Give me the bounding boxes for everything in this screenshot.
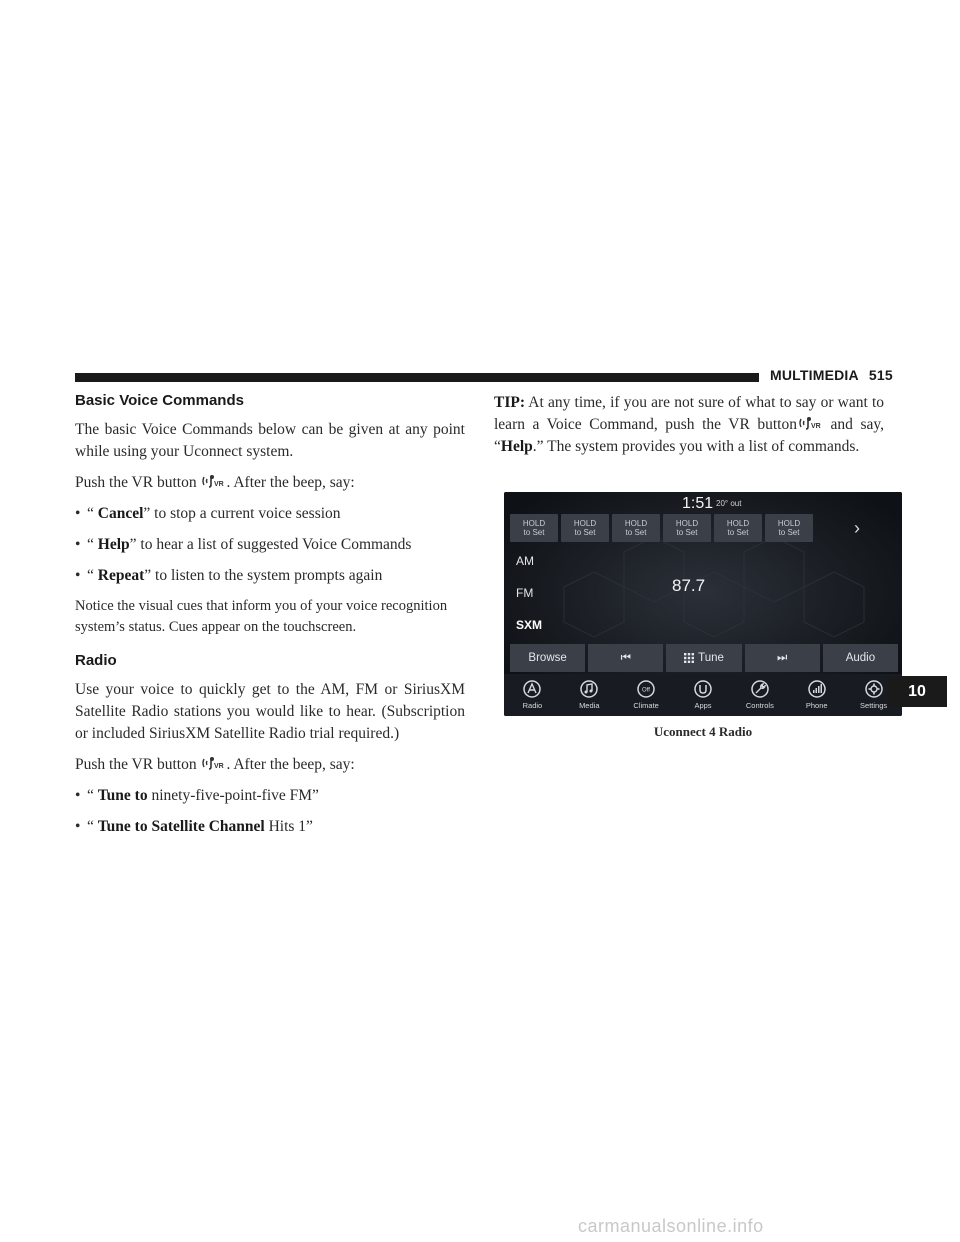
wrench-icon (750, 679, 770, 699)
seek-forward-icon[interactable]: ⏭ (745, 644, 820, 672)
preset-button[interactable]: HOLD to Set (561, 514, 609, 542)
band-sxm[interactable]: SXM (516, 618, 543, 632)
nav-radio[interactable]: Radio (504, 674, 561, 716)
radio-heading: Radio (75, 652, 117, 669)
basic-voice-commands-heading: Basic Voice Commands (75, 392, 244, 409)
svg-text:VR: VR (810, 423, 821, 430)
basic-intro-paragraph: The basic Voice Commands below can be given at any point while using your Uconnect system. (75, 421, 465, 460)
nav-apps[interactable]: Apps (675, 674, 732, 716)
control-bar (510, 644, 898, 672)
radio-commands-list (75, 785, 465, 838)
nav-media[interactable]: Media (561, 674, 618, 716)
basic-push-paragraph: Push the VR button VR . After the beep, say: (75, 474, 355, 491)
browse-button[interactable]: Browse (510, 644, 585, 672)
bottom-nav-bar (504, 674, 902, 716)
nav-phone[interactable]: Phone (788, 674, 845, 716)
chapter-tab: 10 (887, 676, 947, 707)
running-header (770, 367, 893, 383)
grid-icon (684, 653, 694, 663)
basic-commands-list (75, 503, 465, 587)
nav-climate[interactable]: Off Climate (618, 674, 675, 716)
preset-button[interactable]: HOLD to Set (663, 514, 711, 542)
left-column (75, 392, 465, 847)
section-title: MULTIMEDIA (770, 367, 859, 383)
current-frequency: 87.7 (672, 576, 706, 595)
nav-settings[interactable]: Settings (845, 674, 902, 716)
header-rule (75, 373, 759, 382)
page-number: 515 (868, 367, 893, 383)
figure-caption: Uconnect 4 Radio (653, 724, 753, 739)
radio-push-paragraph: Push the VR button VR . After the beep, say: (75, 756, 355, 773)
band-am[interactable]: AM (516, 554, 534, 568)
nav-controls[interactable]: Controls (731, 674, 788, 716)
phone-signal-icon (807, 679, 827, 699)
notice-paragraph: Notice the visual cues that inform you of your voice recognition system’s status. Cues appear on the touchscreen. (75, 598, 448, 635)
audio-button[interactable]: Audio (823, 644, 898, 672)
right-column (494, 392, 884, 467)
apps-icon (693, 679, 713, 699)
presets-next-chevron-icon[interactable]: › (854, 517, 860, 538)
preset-row (510, 514, 898, 542)
band-fm[interactable]: FM (516, 586, 534, 600)
radio-intro-paragraph: Use your voice to quickly get to the AM, FM or SiriusXM Satellite Radio stations you would like to hear. (Subscription or included SiriusXM Satellite Radio trial required.) (75, 681, 465, 742)
preset-button[interactable]: HOLD to Set (510, 514, 558, 542)
list-item: • “ Tune to Satellite Channel Hits 1” (75, 818, 313, 835)
radio-icon (522, 679, 542, 699)
vr-button-icon (200, 473, 226, 489)
tune-button[interactable]: Tune (666, 644, 741, 672)
svg-text:Off: Off (642, 687, 651, 694)
watermark: carmanualsonline.info (578, 1216, 764, 1236)
svg-text:VR: VR (214, 763, 225, 770)
list-item: • “ Repeat” to listen to the system prompts again (75, 567, 383, 584)
gear-icon (864, 679, 884, 699)
svg-text:VR: VR (214, 481, 225, 488)
preset-button[interactable]: HOLD to Set (612, 514, 660, 542)
tip-label: TIP: (494, 394, 525, 411)
tip-paragraph: TIP: At any time, if you are not sure of what to say or want to learn a Voice Command, push the VR button VR and say, “Help.” The system provides you with a list of commands. (494, 394, 884, 455)
preset-button[interactable]: HOLD to Set (714, 514, 762, 542)
climate-icon (636, 679, 656, 699)
music-note-icon (579, 679, 599, 699)
preset-button[interactable]: HOLD to Set (765, 514, 813, 542)
list-item: • “ Cancel” to stop a current voice session (75, 505, 341, 522)
vr-button-icon (200, 755, 226, 771)
uconnect-radio-screen (504, 492, 902, 716)
seek-back-icon[interactable]: ⏮ (588, 644, 663, 672)
vr-button-icon (797, 415, 823, 431)
list-item: • “ Tune to ninety-five-point-five FM” (75, 787, 319, 804)
list-item: • “ Help” to hear a list of suggested Voice Commands (75, 536, 412, 553)
clock: 1:51 (682, 495, 714, 512)
outside-temperature: 20° out (716, 499, 742, 508)
